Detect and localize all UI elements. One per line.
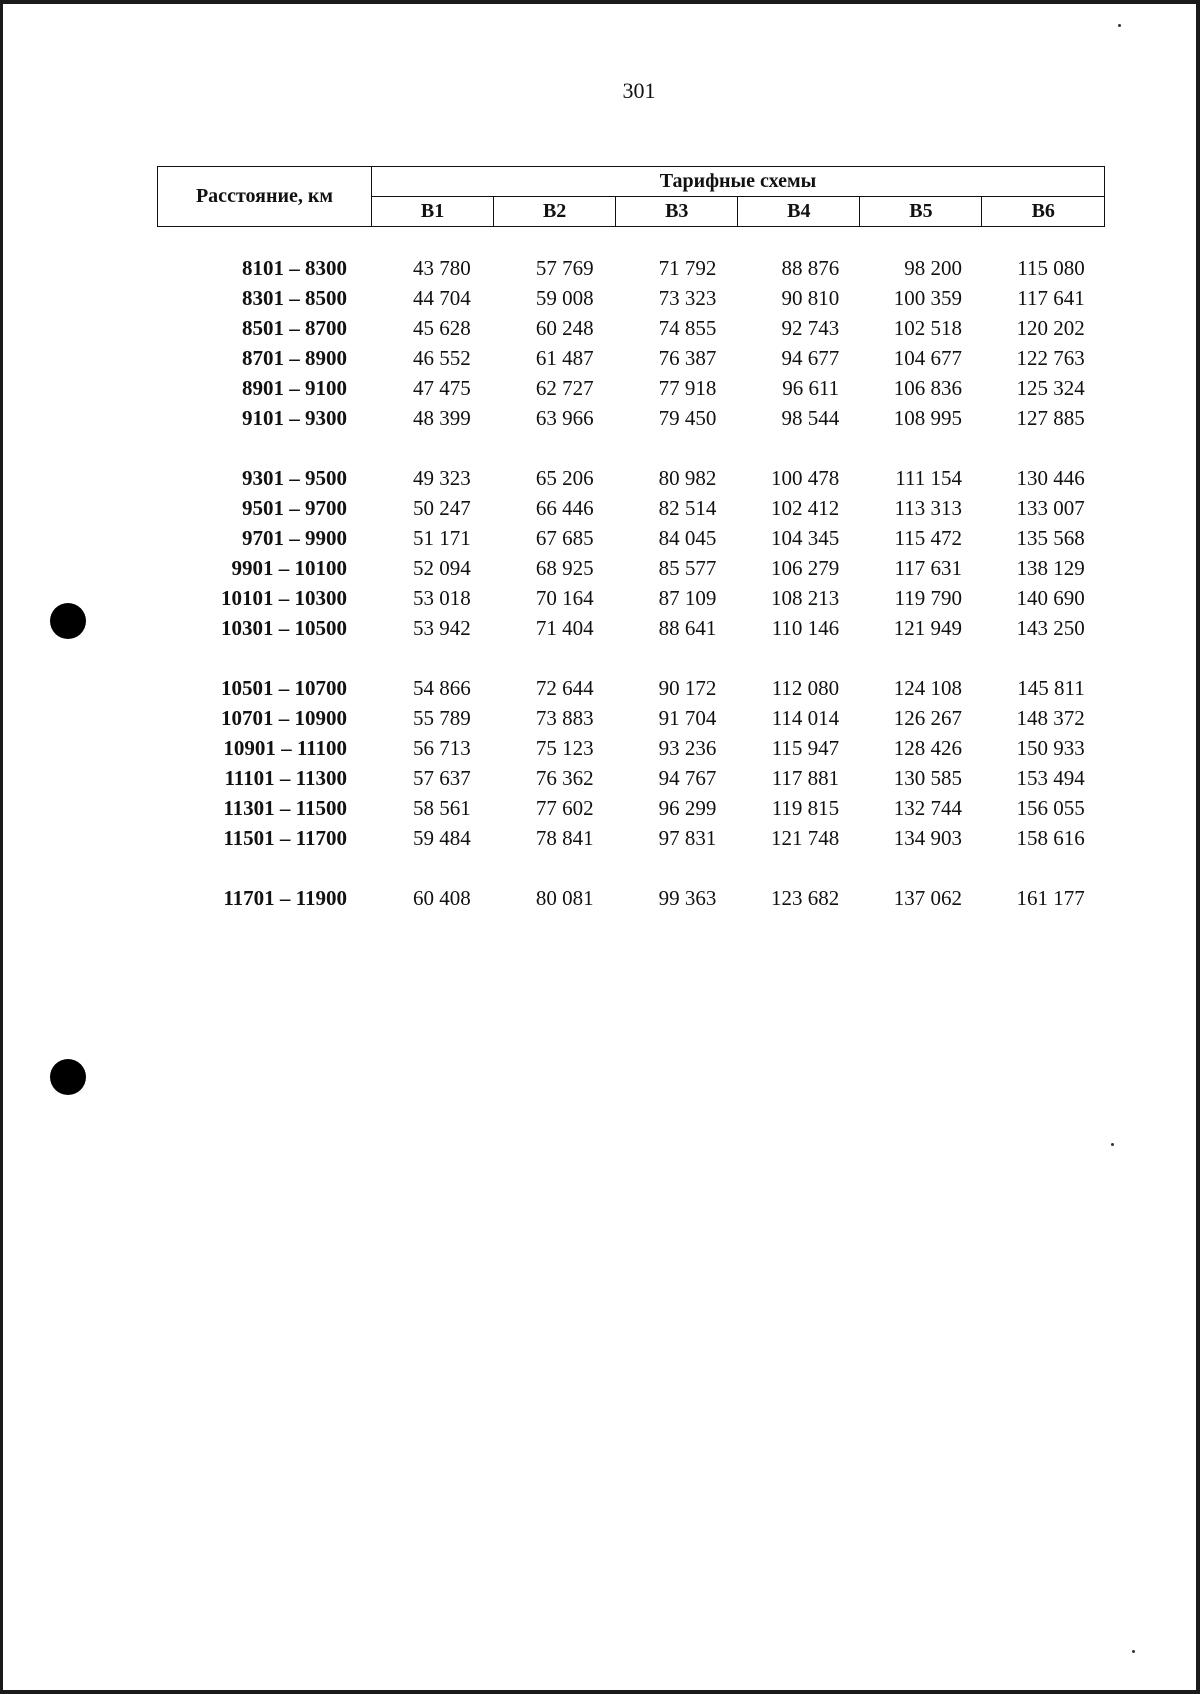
tariff-value-cell: 102 518 [893,315,962,340]
scheme-header-b3: В3 [616,197,738,227]
scan-border-top [0,0,1200,4]
tariff-value-cell: 75 123 [535,735,594,760]
table-row [157,583,1105,613]
tariff-value-cell: 65 206 [535,465,594,490]
table-row [157,553,1105,583]
tariff-value-cell: 56 713 [413,735,471,760]
tariff-schemes-header: Тарифные схемы [372,167,1105,197]
distance-range-cell: 10501 – 10700 [221,675,347,700]
tariff-value-cell: 161 177 [1016,885,1085,910]
table-row [157,823,1105,853]
tariff-value-cell: 128 426 [893,735,962,760]
tariff-value-cell: 45 628 [413,315,471,340]
tariff-value-cell: 43 780 [413,255,471,280]
tariff-value-cell: 50 247 [413,495,471,520]
scheme-header-b2: В2 [494,197,616,227]
table-row [157,463,1105,493]
tariff-value-cell: 57 769 [535,255,594,280]
tariff-value-cell: 62 727 [535,375,594,400]
tariff-value-cell: 87 109 [658,585,717,610]
tariff-value-cell: 71 404 [535,615,594,640]
distance-range-cell: 11301 – 11500 [223,795,347,820]
scheme-header-b6: В6 [982,197,1105,227]
tariff-value-cell: 76 362 [535,765,594,790]
scan-speck [1111,1143,1114,1146]
tariff-value-cell: 117 641 [1017,285,1085,310]
tariff-value-cell: 127 885 [1016,405,1085,430]
table-row [157,253,1105,283]
tariff-value-cell: 130 585 [893,765,962,790]
scan-border-bottom [0,1690,1200,1694]
table-row [157,883,1105,913]
distance-range-cell: 9701 – 9900 [242,525,347,550]
tariff-value-cell: 68 925 [535,555,594,580]
tariff-value-cell: 150 933 [1016,735,1085,760]
tariff-value-cell: 52 094 [413,555,471,580]
tariff-value-cell: 96 299 [658,795,717,820]
tariff-table-body [157,253,1105,943]
table-row [157,733,1105,763]
tariff-value-cell: 115 472 [894,525,962,550]
page-number: 301 [622,78,656,103]
tariff-value-cell: 99 363 [658,885,717,910]
tariff-value-cell: 145 811 [1017,675,1085,700]
tariff-value-cell: 121 748 [770,825,840,850]
tariff-value-cell: 98 200 [904,255,962,280]
distance-range-cell: 10101 – 10300 [221,585,347,610]
tariff-table-header [157,166,1105,227]
distance-range-cell: 10901 – 11100 [223,735,347,760]
tariff-value-cell: 119 815 [771,795,840,820]
tariff-value-cell: 126 267 [893,705,962,730]
tariff-value-cell: 143 250 [1016,615,1085,640]
tariff-value-cell: 92 743 [781,315,840,340]
tariff-value-cell: 51 171 [413,525,471,550]
tariff-value-cell: 135 568 [1016,525,1085,550]
table-row [157,403,1105,433]
table-row [157,793,1105,823]
tariff-value-cell: 84 045 [658,525,717,550]
tariff-value-cell: 112 080 [771,675,840,700]
tariff-value-cell: 88 641 [658,615,717,640]
tariff-value-cell: 130 446 [1016,465,1085,490]
tariff-value-cell: 119 790 [894,585,962,610]
tariff-value-cell: 49 323 [413,465,471,490]
distance-range-cell: 10701 – 10900 [221,705,347,730]
scheme-header-b4: В4 [738,197,860,227]
distance-range-cell: 11101 – 11300 [224,765,347,790]
tariff-value-cell: 60 408 [413,885,471,910]
tariff-value-cell: 91 704 [658,705,717,730]
tariff-value-cell: 77 918 [658,375,717,400]
tariff-value-cell: 54 866 [413,675,471,700]
tariff-value-cell: 106 836 [893,375,962,400]
distance-range-cell: 9301 – 9500 [242,465,347,490]
distance-range-cell: 10301 – 10500 [221,615,347,640]
tariff-value-cell: 153 494 [1016,765,1085,790]
tariff-value-cell: 61 487 [535,345,594,370]
tariff-value-cell: 59 484 [413,825,471,850]
distance-range-cell: 9901 – 10100 [231,555,347,580]
table-row [157,343,1105,373]
tariff-value-cell: 79 450 [658,405,717,430]
tariff-value-cell: 117 881 [771,765,840,790]
tariff-value-cell: 67 685 [535,525,594,550]
tariff-value-cell: 77 602 [535,795,594,820]
tariff-value-cell: 108 213 [770,585,840,610]
tariff-value-cell: 82 514 [658,495,717,520]
tariff-value-cell: 100 478 [770,465,840,490]
distance-range-cell: 11501 – 11700 [223,825,347,850]
tariff-value-cell: 93 236 [658,735,717,760]
tariff-value-cell: 90 810 [781,285,840,310]
tariff-value-cell: 133 007 [1016,495,1085,520]
tariff-value-cell: 71 792 [658,255,717,280]
scan-border-right [1196,0,1200,1694]
scan-border-left [0,0,3,1694]
tariff-value-cell: 90 172 [658,675,717,700]
tariff-value-cell: 88 876 [781,255,840,280]
tariff-value-cell: 140 690 [1016,585,1085,610]
scan-speck [1118,24,1121,27]
tariff-value-cell: 134 903 [893,825,962,850]
tariff-value-cell: 59 008 [535,285,594,310]
distance-column-header: Расстояние, км [158,167,372,227]
tariff-value-cell: 73 323 [658,285,717,310]
tariff-value-cell: 104 677 [893,345,962,370]
tariff-value-cell: 113 313 [894,495,962,520]
tariff-value-cell: 137 062 [893,885,962,910]
tariff-value-cell: 55 789 [413,705,471,730]
distance-range-cell: 8901 – 9100 [242,375,347,400]
tariff-value-cell: 100 359 [893,285,962,310]
row-group [157,883,1105,913]
tariff-value-cell: 44 704 [413,285,471,310]
table-row [157,703,1105,733]
tariff-value-cell: 108 995 [893,405,962,430]
tariff-value-cell: 156 055 [1016,795,1085,820]
tariff-value-cell: 72 644 [535,675,594,700]
tariff-value-cell: 114 014 [771,705,840,730]
tariff-value-cell: 76 387 [658,345,717,370]
tariff-value-cell: 53 018 [413,585,471,610]
tariff-value-cell: 124 108 [893,675,962,700]
scheme-header-b5: В5 [860,197,982,227]
tariff-value-cell: 123 682 [770,885,840,910]
tariff-value-cell: 80 081 [535,885,594,910]
table-row [157,613,1105,643]
tariff-value-cell: 110 146 [771,615,840,640]
tariff-value-cell: 94 677 [781,345,840,370]
row-group [157,673,1105,853]
tariff-value-cell: 115 947 [771,735,840,760]
table-row [157,763,1105,793]
tariff-value-cell: 121 949 [893,615,962,640]
tariff-value-cell: 111 154 [895,465,962,490]
tariff-value-cell: 102 412 [770,495,840,520]
tariff-value-cell: 46 552 [413,345,471,370]
tariff-value-cell: 58 561 [413,795,471,820]
table-row [157,283,1105,313]
scheme-header-b1: В1 [372,197,494,227]
tariff-value-cell: 125 324 [1016,375,1085,400]
tariff-value-cell: 94 767 [658,765,717,790]
distance-range-cell: 8101 – 8300 [242,255,347,280]
tariff-value-cell: 148 372 [1016,705,1085,730]
distance-range-cell: 9501 – 9700 [242,495,347,520]
table-row [157,313,1105,343]
punch-hole-upper [50,603,86,639]
tariff-value-cell: 104 345 [770,525,840,550]
tariff-value-cell: 85 577 [658,555,717,580]
tariff-value-cell: 158 616 [1016,825,1085,850]
distance-range-cell: 8301 – 8500 [242,285,347,310]
tariff-value-cell: 115 080 [1017,255,1085,280]
table-row [157,673,1105,703]
tariff-value-cell: 57 637 [413,765,471,790]
tariff-value-cell: 70 164 [535,585,594,610]
tariff-value-cell: 80 982 [658,465,717,490]
tariff-value-cell: 73 883 [535,705,594,730]
tariff-value-cell: 117 631 [894,555,962,580]
tariff-value-cell: 47 475 [413,375,471,400]
table-row [157,493,1105,523]
tariff-value-cell: 122 763 [1016,345,1085,370]
distance-range-cell: 8501 – 8700 [242,315,347,340]
tariff-value-cell: 66 446 [535,495,594,520]
table-row [157,523,1105,553]
row-group [157,463,1105,643]
tariff-value-cell: 53 942 [413,615,471,640]
tariff-value-cell: 74 855 [658,315,717,340]
tariff-value-cell: 63 966 [535,405,594,430]
distance-range-cell: 9101 – 9300 [242,405,347,430]
tariff-value-cell: 106 279 [770,555,840,580]
tariff-value-cell: 132 744 [893,795,962,820]
punch-hole-lower [50,1059,86,1095]
scan-speck [1132,1650,1135,1653]
tariff-value-cell: 138 129 [1016,555,1085,580]
table-row [157,373,1105,403]
tariff-value-cell: 78 841 [535,825,594,850]
distance-range-cell: 11701 – 11900 [223,885,347,910]
tariff-value-cell: 60 248 [535,315,594,340]
tariff-value-cell: 97 831 [658,825,717,850]
row-group [157,253,1105,433]
tariff-value-cell: 96 611 [782,375,840,400]
tariff-value-cell: 48 399 [413,405,471,430]
tariff-value-cell: 98 544 [781,405,840,430]
tariff-value-cell: 120 202 [1016,315,1085,340]
distance-range-cell: 8701 – 8900 [242,345,347,370]
